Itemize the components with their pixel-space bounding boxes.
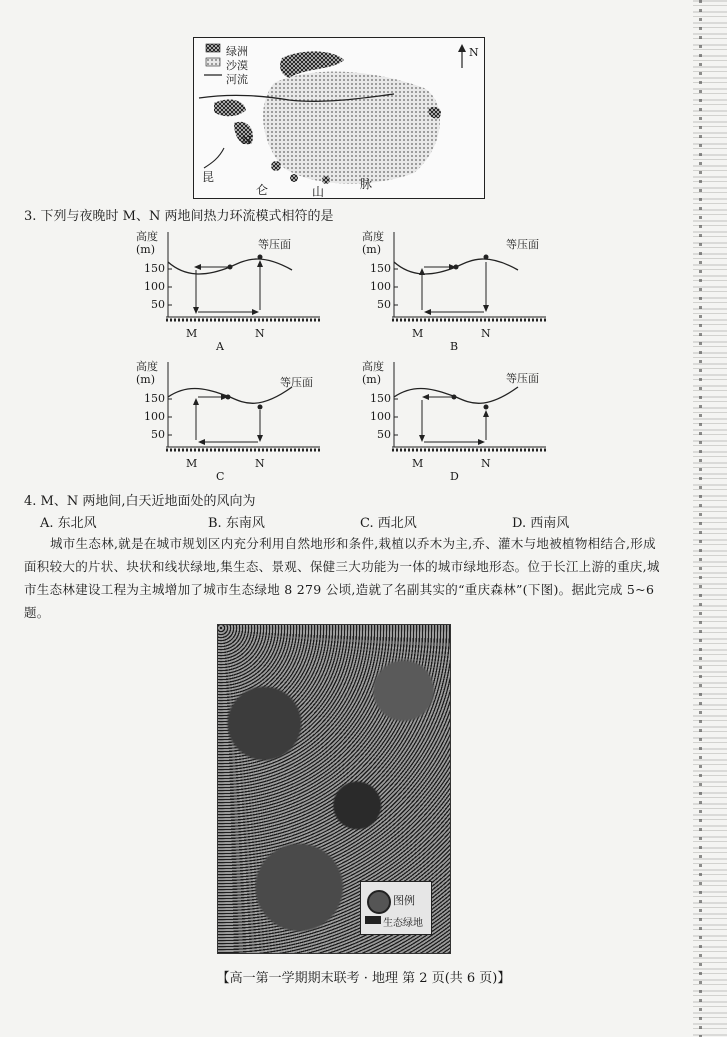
tick-150: 150 (144, 392, 165, 405)
q4-option-c[interactable]: C. 西北风 (360, 516, 417, 531)
ylabel-1: 高度 (136, 230, 158, 243)
photo-inset-label: 生态绿地 (383, 918, 423, 929)
legend-river-label: 河流 (226, 73, 248, 86)
isobar-label: 等压面 (258, 238, 291, 251)
photo-inset-title: 图例 (393, 894, 415, 907)
photo-inset-legend (360, 881, 432, 935)
desert-area (263, 72, 440, 184)
tick-150: 150 (370, 262, 391, 275)
diagram-c[interactable] (130, 352, 320, 484)
photo-inset-globe-icon (367, 890, 391, 914)
ylabel-1: 高度 (362, 360, 384, 373)
diagram-b[interactable] (356, 222, 546, 352)
tick-50: 50 (377, 298, 391, 311)
photo-inset-swatch (365, 916, 381, 924)
tick-100: 100 (144, 280, 165, 293)
q4-option-b[interactable]: B. 东南风 (208, 516, 265, 531)
passage-text: 城市生态林,就是在城市规划区内充分利用自然地形和条件,栽植以乔木为主,乔、灌木与地被植物相结合,形成面积较大的片状、块状和线状绿地,集生态、景观、保健三大功能为一体的城市绿地形态。位于长江上游的重庆,城市生态林建设工程为主城增加了城市生态绿地 8 279 公顷,造就了名副其实的“重庆森林”(下图)。据此完成 5~6 题。 (24, 536, 660, 620)
scan-edge-artifact (693, 0, 727, 1037)
ylabel-2: (m) (362, 243, 382, 256)
tick-150: 150 (370, 392, 391, 405)
diagram-letter: B (450, 340, 459, 353)
ylabel-1: 高度 (136, 360, 158, 373)
x-label-n: N (255, 327, 265, 340)
isobar-label: 等压面 (280, 376, 313, 389)
chongqing-forest-photo (217, 624, 451, 954)
oasis-desert-map (193, 37, 485, 199)
isobar-label: 等压面 (506, 238, 539, 251)
ylabel-1: 高度 (362, 230, 384, 243)
mountain-char-1: 昆 (202, 170, 215, 184)
x-label-m: M (186, 327, 198, 340)
ylabel-2: (m) (136, 243, 156, 256)
x-label-n: N (481, 327, 491, 340)
question-4-stem: 4. M、N 两地间,白天近地面处的风向为 (24, 494, 256, 509)
x-label-m: M (186, 457, 198, 470)
tick-150: 150 (144, 262, 165, 275)
ylabel-2: (m) (136, 373, 156, 386)
diagram-letter: D (450, 470, 459, 483)
x-label-n: N (481, 457, 491, 470)
legend-desert-label: 沙漠 (226, 59, 248, 72)
oasis-west (214, 99, 246, 116)
tick-100: 100 (370, 410, 391, 423)
x-label-n: N (255, 457, 265, 470)
question-3-stem: 3. 下列与夜晚时 M、N 两地间热力环流模式相符的是 (24, 209, 334, 224)
point-n-label: N (242, 134, 252, 147)
diagram-letter: C (216, 470, 225, 483)
mountain-char-3: 山 (312, 185, 325, 199)
diagram-letter: A (216, 340, 224, 353)
mountain-char-4: 脉 (360, 177, 373, 191)
x-label-m: M (412, 327, 424, 340)
diagram-d[interactable] (356, 352, 546, 484)
isobar-label: 等压面 (506, 372, 539, 385)
mountain-char-2: 仑 (256, 183, 269, 197)
tick-50: 50 (377, 428, 391, 441)
tick-100: 100 (370, 280, 391, 293)
legend-oasis-label: 绿洲 (226, 45, 248, 58)
q4-option-d[interactable]: D. 西南风 (512, 516, 570, 531)
page-footer: 【高一第一学期期末联考 · 地理 第 2 页(共 6 页)】 (216, 971, 511, 986)
north-label: N (469, 46, 479, 59)
x-label-m: M (412, 457, 424, 470)
diagram-a[interactable] (130, 222, 320, 352)
ylabel-2: (m) (362, 373, 382, 386)
tick-100: 100 (144, 410, 165, 423)
q4-option-a[interactable]: A. 东北风 (40, 516, 97, 531)
tick-50: 50 (151, 298, 165, 311)
tick-50: 50 (151, 428, 165, 441)
